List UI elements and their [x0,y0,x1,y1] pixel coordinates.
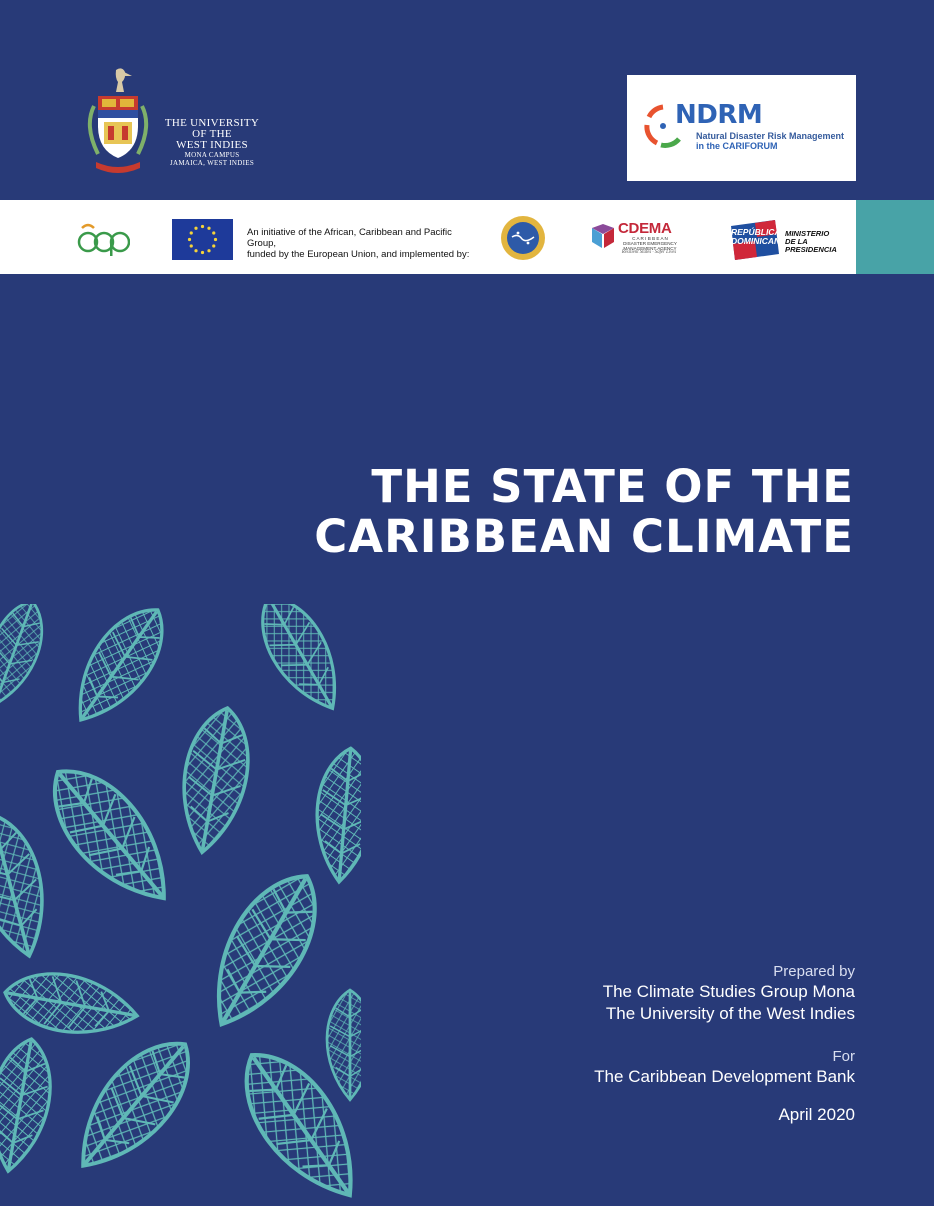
eu-star [212,231,215,234]
leaf-illustration [0,604,361,1206]
uwi-line2: OF THE [192,128,232,140]
for-value: The Caribbean Development Bank [594,1067,855,1086]
uwi-line1: THE UNIVERSITY [164,117,260,129]
cdema-sub2: DISASTER EMERGENCY [623,241,677,246]
uwi-name [162,118,262,167]
acp-logo [76,222,130,258]
rd-line1: REPÚBLICA [731,227,781,237]
cdema-sub3: MANAGEMENT AGENCY [623,246,677,251]
cdema-title: CDEMA [618,220,672,237]
cdema-mark-icon [590,224,616,254]
uwi-line3: WEST INDIES [176,139,248,151]
uwi-line4: MONA CAMPUS [184,151,240,159]
for-label: For [832,1048,855,1065]
eu-star [194,249,197,252]
ministry-line2: DE LA PRESIDENCIA [785,237,837,254]
initiative-line2: funded by the European Union, and implemented by: [247,249,470,260]
publication-date: April 2020 [778,1105,855,1124]
cdb-seal-logo [500,215,546,261]
cdema-subtitle [618,236,682,251]
ministry-name [785,230,837,254]
cdema-logo [590,220,680,260]
title-line1: THE STATE OF THE [371,460,854,513]
prepared-by-label: Prepared by [773,963,855,980]
initiative-text [247,227,477,260]
ministry-line1: MINISTERIO [785,229,830,238]
rd-line2: DOMINICANA [731,236,787,246]
uwi-crest-logo [78,66,158,178]
eu-star [201,251,204,254]
eu-star [201,225,204,228]
credits-block [435,962,855,1126]
prepared-by-university: The University of the West Indies [605,1004,855,1023]
initiative-line1: An initiative of the African, Caribbean and Pacific Group, [247,227,452,249]
ndrm-logo-box [627,75,856,181]
eu-star [207,227,210,230]
cdema-motto: Resilient States · Safer Lives [621,250,677,255]
eu-star [194,227,197,230]
ndrm-tag-line2: in the CARIFORUM [696,141,778,151]
report-title [254,462,854,562]
prepared-by-org: The Climate Studies Group Mona [602,982,855,1001]
eu-flag-logo [172,219,233,260]
eu-star [214,238,217,241]
ndrm-tagline [696,131,844,151]
dominican-presidency-logo [727,218,837,262]
rd-name [731,227,787,246]
uwi-line5: JAMAICA, WEST INDIES [169,159,255,167]
ndrm-tag-line1: Natural Disaster Risk Management [696,131,845,141]
teal-accent-block [856,200,934,274]
cdema-sub1: C A R I B B E A N [632,236,668,241]
title-line2: CARIBBEAN CLIMATE [314,510,854,563]
eu-star [188,238,191,241]
eu-star [207,249,210,252]
eu-star [190,244,193,247]
eu-star [190,231,193,234]
ndrm-letters: NDRM [675,100,763,130]
eu-star [212,244,215,247]
